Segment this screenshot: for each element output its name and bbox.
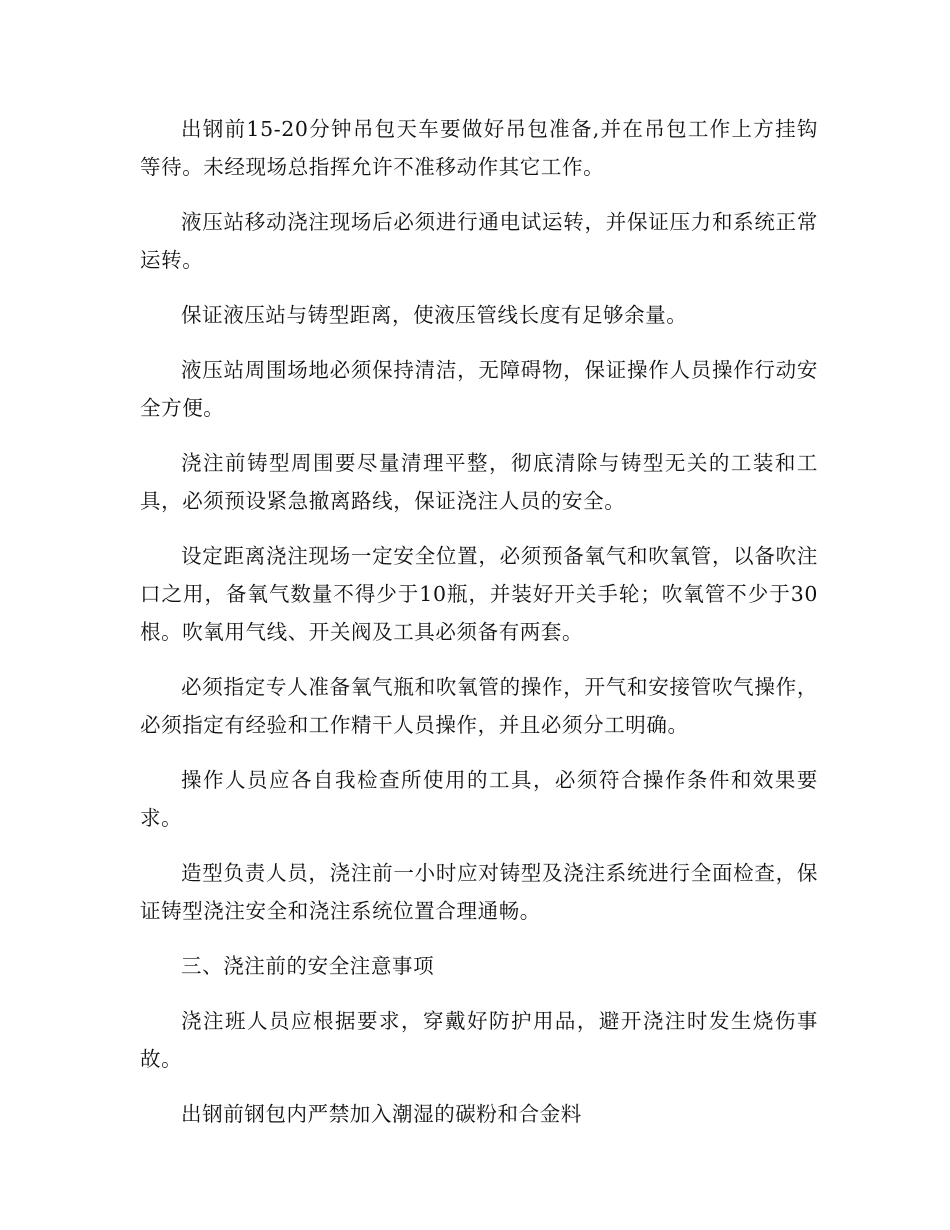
paragraph-7: 必须指定专人准备氧气瓶和吹氧管的操作，开气和安接管吹气操作，必须指定有经验和工作精干人员操作，并且必须分工明确。 xyxy=(140,675,818,737)
paragraph-3: 保证液压站与铸型距离，使液压管线长度有足够余量。 xyxy=(181,303,688,327)
paragraph-5: 浇注前铸型周围要尽量清理平整，彻底清除与铸型无关的工装和工具，必须预设紧急撤离路线，保证浇注人员的安全。 xyxy=(140,451,818,513)
paragraph-6: 设定距离浇注现场一定安全位置，必须预备氧气和吹氧管，以备吹注口之用，备氧气数量不得少于10瓶，并装好开关手轮；吹氧管不少于30根。吹氧用气线、开关阀及工具必须备有两套。 xyxy=(140,544,819,644)
paragraph-9: 造型负责人员，浇注前一小时应对铸型及浇注系统进行全面检查，保证铸型浇注安全和浇注系统位置合理通畅。 xyxy=(140,861,818,923)
section-paragraph-1: 浇注班人员应根据要求，穿戴好防护用品，避开浇注时发生烧伤事故。 xyxy=(140,1009,818,1071)
section-heading: 三、浇注前的安全注意事项 xyxy=(181,954,435,978)
paragraph-2: 液压站移动浇注现场后必须进行通电试运转，并保证压力和系统正常运转。 xyxy=(140,210,818,272)
section-paragraph-2: 出钢前钢包内严禁加入潮湿的碳粉和合金料 xyxy=(181,1102,582,1126)
paragraph-1: 出钢前15-20分钟吊包天车要做好吊包准备,并在吊包工作上方挂钩等待。未经现场总指挥允许不准移动作其它工作。 xyxy=(140,117,818,179)
paragraph-4: 液压站周围场地必须保持清洁，无障碍物，保证操作人员操作行动安全方便。 xyxy=(140,358,818,420)
paragraph-8: 操作人员应各自我检查所使用的工具，必须符合操作条件和效果要求。 xyxy=(140,768,818,830)
